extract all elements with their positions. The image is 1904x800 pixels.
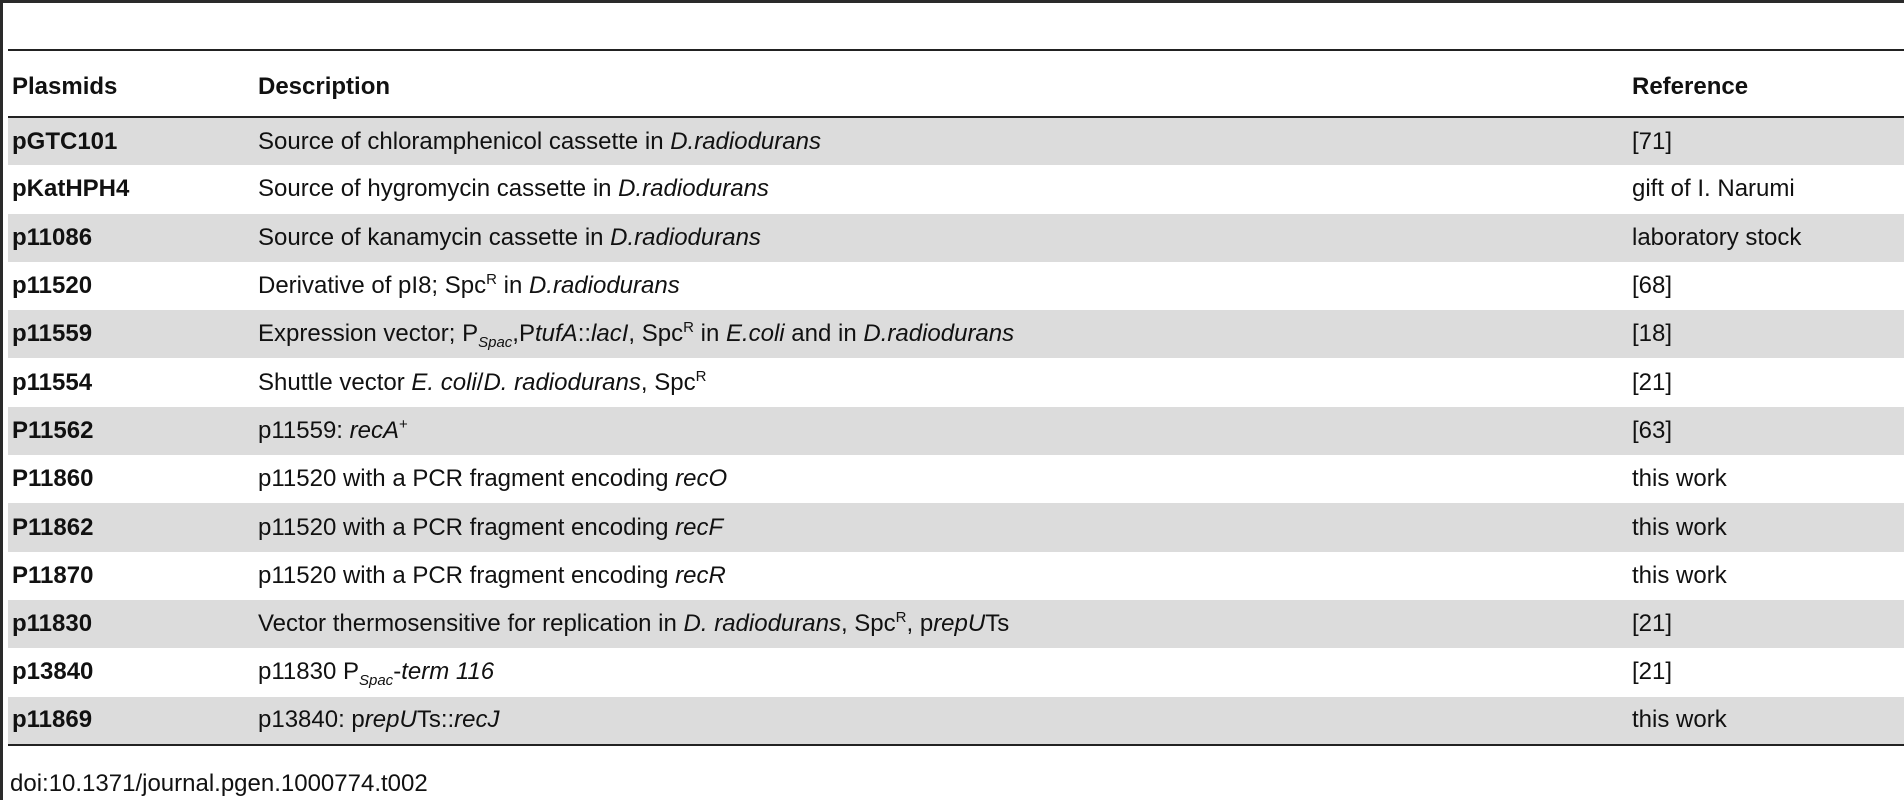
description-text: p13840: p <box>258 706 365 734</box>
plasmid-name-cell: pGTC101 <box>12 127 118 155</box>
description-text: D.radiodurans <box>528 272 680 300</box>
plasmid-name-cell: p11086 <box>12 223 93 251</box>
description-cell <box>254 648 1628 696</box>
table-row <box>8 358 1904 406</box>
header-plasmids: Plasmids <box>12 72 118 100</box>
description-text: Ts <box>985 610 1010 638</box>
description-text: recO <box>675 465 728 493</box>
description-text: p11520 with a PCR fragment encoding <box>258 561 676 589</box>
description-text: , Spc <box>628 320 684 348</box>
reference-cell: this work <box>1632 513 1727 541</box>
description-cell <box>254 503 1628 551</box>
description-text: Derivative of pI8; Spc <box>258 272 487 300</box>
plasmid-name-cell: p11520 <box>12 272 93 300</box>
description-text: tufA <box>534 320 578 348</box>
reference-cell: [63] <box>1632 416 1673 444</box>
table-row <box>8 165 1904 213</box>
reference-cell: [68] <box>1632 272 1673 300</box>
reference-cell: this work <box>1632 561 1727 589</box>
reference-cell: this work <box>1632 465 1727 493</box>
description-cell <box>254 697 1628 745</box>
description-text: Source of chloramphenicol cassette in <box>258 127 671 155</box>
plasmid-name-cell: p13840 <box>12 658 94 686</box>
description-cell <box>254 117 1628 165</box>
plasmid-name-cell: P11562 <box>12 416 94 444</box>
plasmid-table-container <box>8 49 1904 746</box>
description-text: , p <box>906 610 934 638</box>
header-reference: Reference <box>1632 72 1749 100</box>
table-row <box>8 262 1904 310</box>
table-header-row <box>8 50 1904 117</box>
description-text: Vector thermosensitive for replication in <box>258 610 684 638</box>
description-text: term 116 <box>401 658 495 686</box>
reference-cell: laboratory stock <box>1632 223 1802 251</box>
description-cell <box>254 455 1628 503</box>
reference-cell: [21] <box>1632 368 1673 396</box>
left-border <box>0 0 3 800</box>
description-text: :: <box>577 320 592 348</box>
top-border <box>0 0 1904 3</box>
description-text: D. radiodurans <box>483 368 641 396</box>
description-text: E. coli <box>411 368 477 396</box>
description-text: D.radiodurans <box>618 175 769 203</box>
description-text: recJ <box>454 706 500 734</box>
description-text: R <box>895 609 907 627</box>
description-text: R <box>683 319 694 337</box>
description-text: Spac <box>358 672 394 690</box>
description-text: recA <box>349 416 399 444</box>
description-text: Spac <box>478 334 513 352</box>
table-row <box>8 310 1904 358</box>
description-text: D.radiodurans <box>670 127 821 155</box>
description-text: in <box>693 320 726 348</box>
description-text: / <box>476 368 484 396</box>
description-text: Expression vector; P <box>258 320 479 348</box>
plasmid-name-cell: P11862 <box>12 513 94 541</box>
description-text: D.radiodurans <box>610 223 761 251</box>
description-text: lacI <box>591 320 629 348</box>
description-cell <box>254 358 1628 406</box>
table-row <box>8 648 1904 696</box>
description-text: p11559: <box>258 416 350 444</box>
description-cell <box>254 165 1628 213</box>
description-text: p11520 with a PCR fragment encoding <box>258 513 676 541</box>
plasmid-table <box>8 49 1904 746</box>
table-row <box>8 214 1904 262</box>
description-text: Source of kanamycin cassette in <box>258 223 611 251</box>
table-row <box>8 503 1904 551</box>
description-text: recR <box>675 561 726 589</box>
description-text: D.radiodurans <box>863 320 1015 348</box>
plasmid-name-cell: p11559 <box>12 320 93 348</box>
table-row <box>8 600 1904 648</box>
plasmid-name-cell: p11830 <box>12 610 93 638</box>
table-row <box>8 407 1904 455</box>
description-cell <box>254 600 1628 648</box>
description-cell <box>254 552 1628 600</box>
description-cell <box>254 262 1628 310</box>
description-text: - <box>393 658 402 686</box>
description-cell <box>254 214 1628 262</box>
description-text: , Spc <box>840 610 896 638</box>
reference-cell: [18] <box>1632 320 1673 348</box>
description-text: ,P <box>512 320 535 348</box>
description-text: repU <box>933 610 986 638</box>
header-description: Description <box>258 72 391 100</box>
description-text: p11830 P <box>258 658 359 686</box>
plasmid-name-cell: pKatHPH4 <box>12 175 130 203</box>
table-row <box>8 117 1904 165</box>
description-text: E.coli <box>725 320 785 348</box>
description-text: + <box>399 415 408 433</box>
reference-cell: this work <box>1632 706 1727 734</box>
reference-cell: [21] <box>1632 658 1673 686</box>
description-cell <box>254 310 1628 358</box>
table-row <box>8 697 1904 745</box>
doi-caption: doi:10.1371/journal.pgen.1000774.t002 <box>10 770 428 797</box>
description-text: recF <box>675 513 724 541</box>
description-text: R <box>486 271 497 289</box>
reference-cell: gift of I. Narumi <box>1632 175 1795 203</box>
plasmid-name-cell: p11869 <box>12 706 93 734</box>
plasmid-name-cell: P11870 <box>12 561 94 589</box>
description-cell <box>254 407 1628 455</box>
description-text: in <box>496 272 529 300</box>
description-text: repU <box>364 706 417 734</box>
description-text: and in <box>784 320 864 348</box>
plasmid-name-cell: P11860 <box>12 465 94 493</box>
table-row <box>8 455 1904 503</box>
plasmid-name-cell: p11554 <box>12 368 93 396</box>
description-text: Shuttle vector <box>258 368 412 396</box>
table-row <box>8 552 1904 600</box>
reference-cell: [71] <box>1632 127 1673 155</box>
description-text: R <box>695 367 707 385</box>
description-text: D. radiodurans <box>683 610 841 638</box>
description-text: , Spc <box>640 368 696 396</box>
description-text: Ts:: <box>416 706 455 734</box>
reference-cell: [21] <box>1632 610 1673 638</box>
description-text: p11520 with a PCR fragment encoding <box>258 465 676 493</box>
table-body <box>8 117 1904 745</box>
description-text: Source of hygromycin cassette in <box>258 175 619 203</box>
